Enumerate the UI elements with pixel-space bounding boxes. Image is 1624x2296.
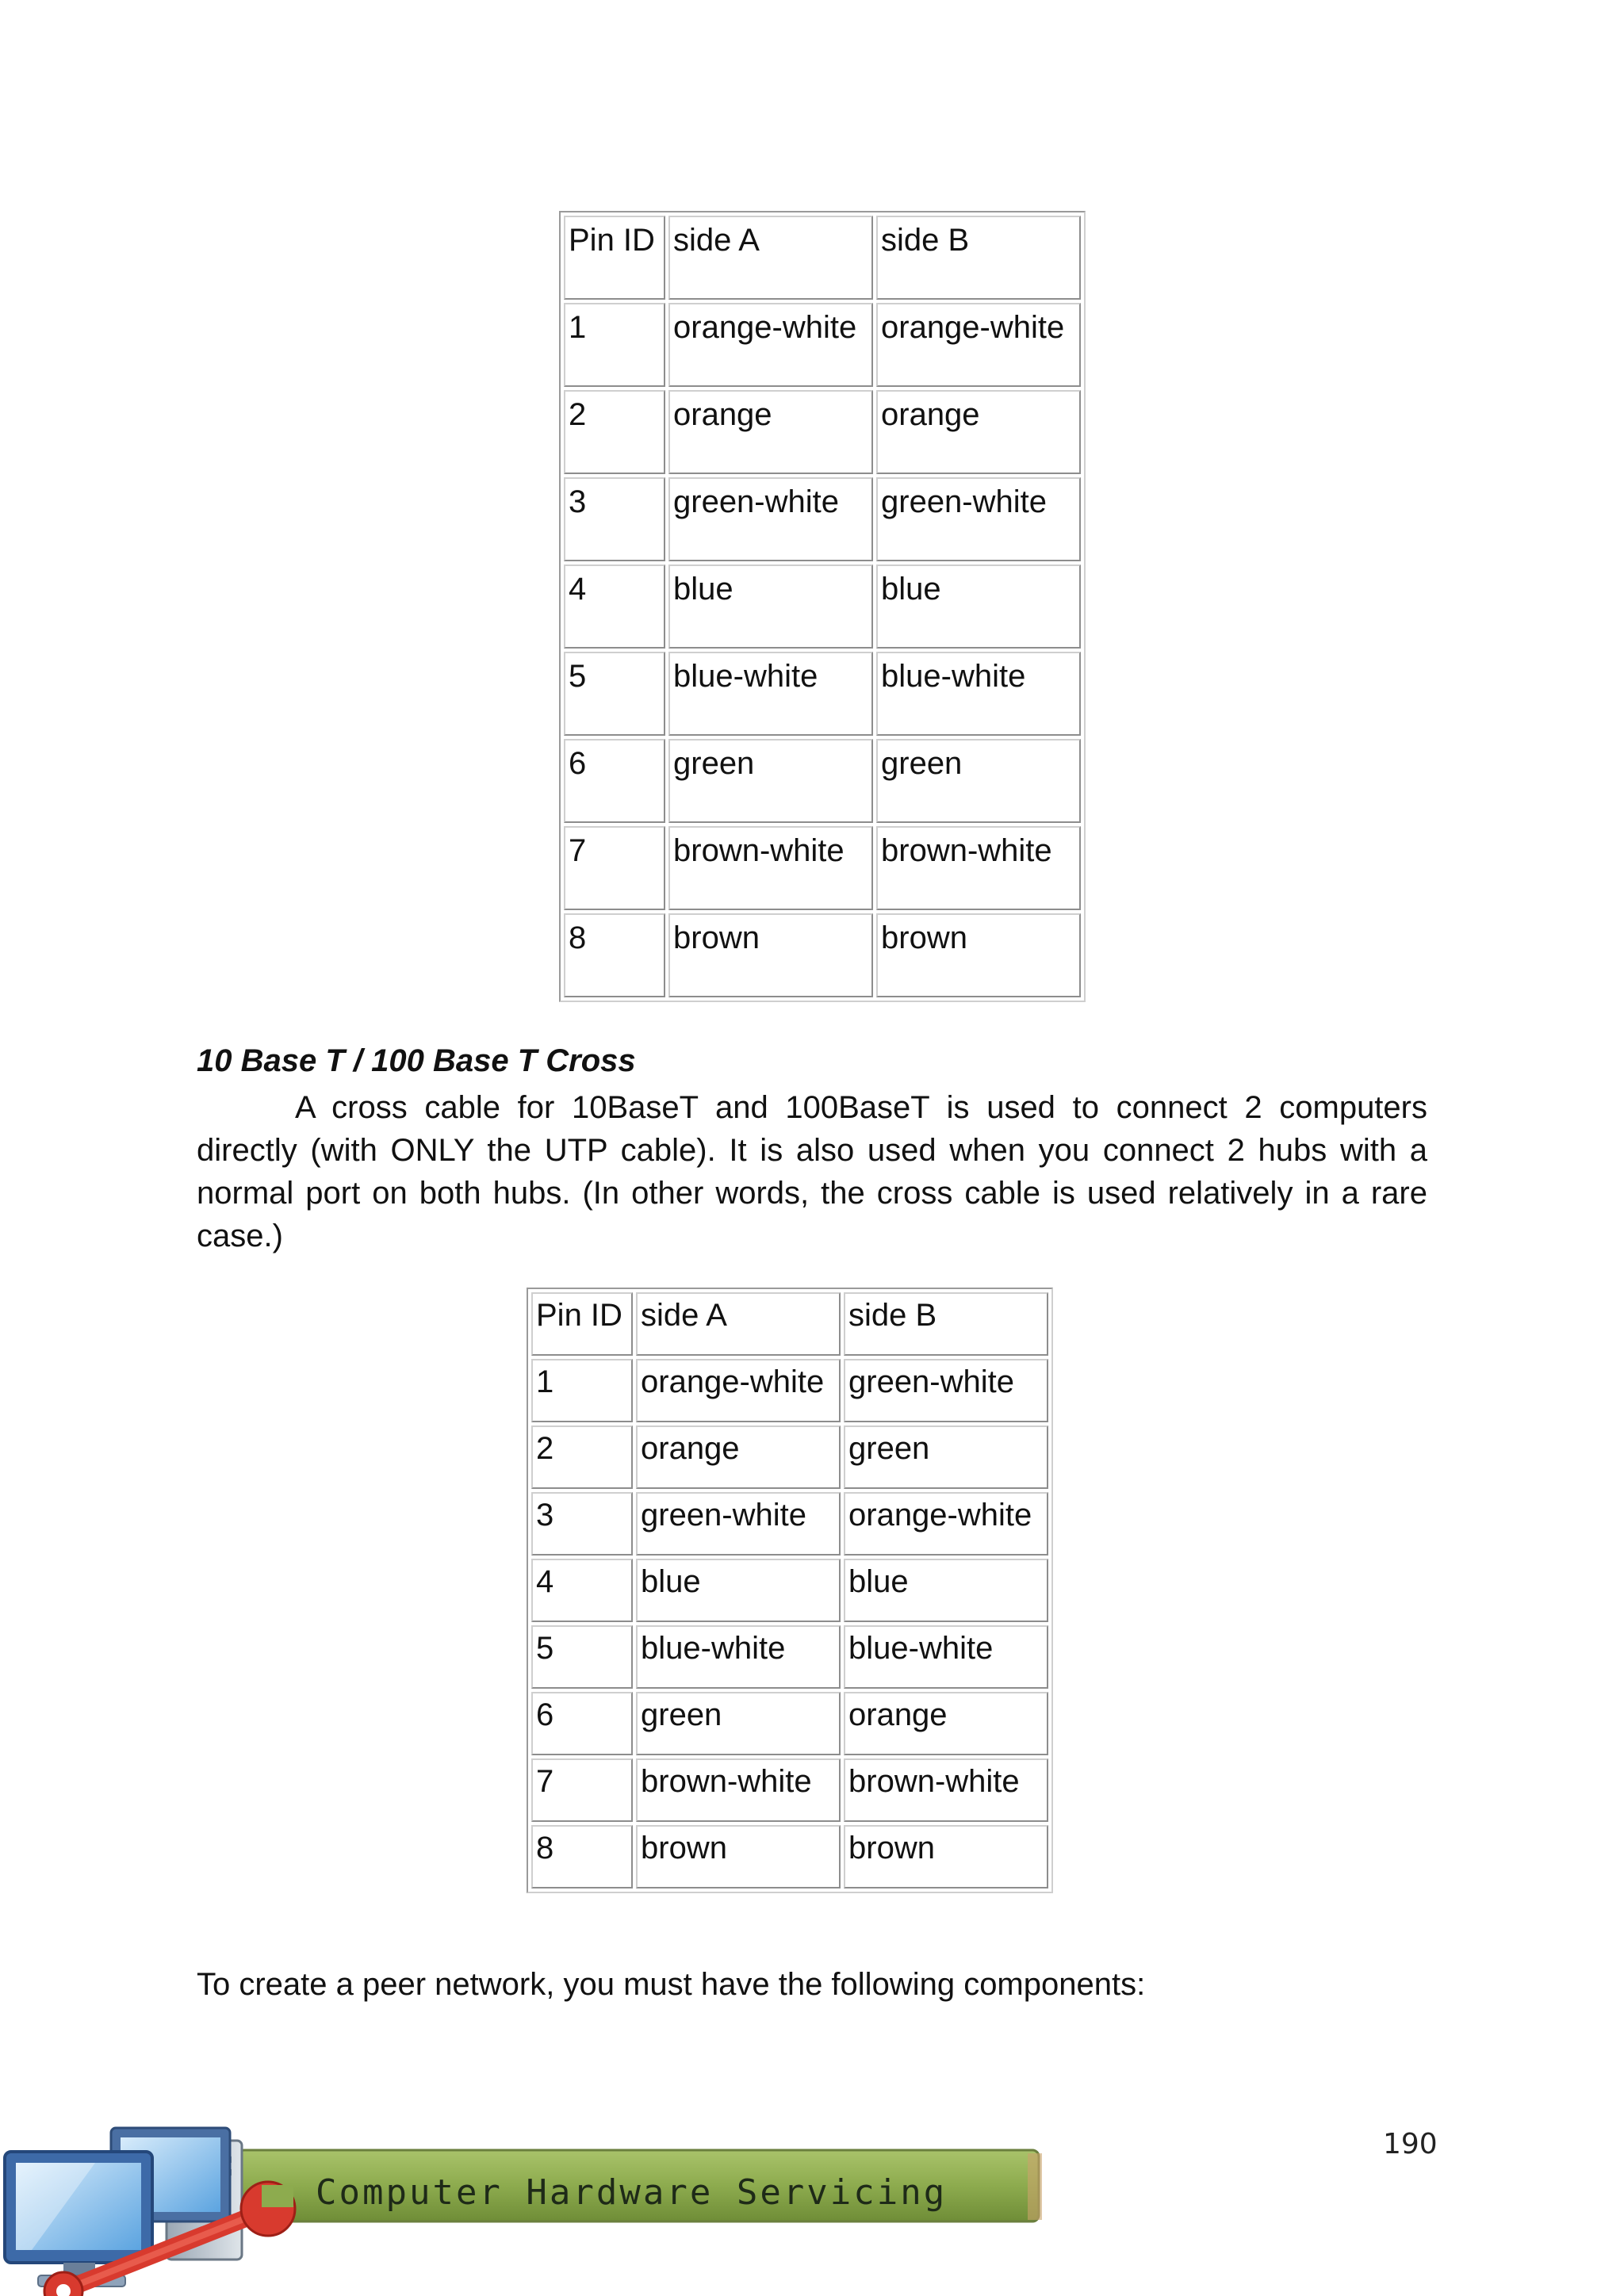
- pin-id-cell: 3: [531, 1492, 633, 1556]
- table-row: [531, 1692, 1048, 1755]
- table-row: [564, 739, 1081, 823]
- side-b-cell: orange-white: [844, 1492, 1048, 1556]
- side-a-cell: blue: [636, 1559, 841, 1622]
- side-b-cell: brown: [876, 913, 1081, 997]
- table-header-row: [564, 216, 1081, 300]
- crossover-pinout-table: [527, 1288, 1053, 1893]
- header-cell-pin-id: Pin ID: [531, 1292, 633, 1356]
- pin-id-cell: 4: [564, 564, 665, 649]
- side-b-cell: green-white: [844, 1359, 1048, 1422]
- pin-id-cell: 3: [564, 477, 665, 561]
- side-a-cell: brown: [668, 913, 873, 997]
- header-cell-pin-id: Pin ID: [564, 216, 665, 300]
- pin-id-cell: 8: [564, 913, 665, 997]
- table-row: [531, 1825, 1048, 1888]
- side-a-cell: orange-white: [636, 1359, 841, 1422]
- pin-id-cell: 6: [564, 739, 665, 823]
- table2-body: [531, 1292, 1048, 1888]
- side-b-cell: orange: [876, 390, 1081, 474]
- side-a-cell: orange: [668, 390, 873, 474]
- side-b-cell: blue: [844, 1559, 1048, 1622]
- side-b-cell: blue-white: [844, 1625, 1048, 1689]
- pin-id-cell: 2: [564, 390, 665, 474]
- side-b-cell: orange-white: [876, 303, 1081, 387]
- side-a-cell: orange: [636, 1425, 841, 1489]
- header-cell-side-a: side A: [636, 1292, 841, 1356]
- page-number: 190: [1383, 2128, 1438, 2160]
- table-row: [531, 1359, 1048, 1422]
- side-a-cell: green-white: [668, 477, 873, 561]
- pin-id-cell: 4: [531, 1559, 633, 1622]
- side-a-cell: green: [668, 739, 873, 823]
- pin-id-cell: 1: [531, 1359, 633, 1422]
- table-row: [564, 564, 1081, 649]
- table-header-row: [531, 1292, 1048, 1356]
- pin-id-cell: 5: [564, 652, 665, 736]
- pin-id-cell: 5: [531, 1625, 633, 1689]
- straight-through-pinout-table: [559, 211, 1086, 1002]
- side-a-cell: brown-white: [668, 826, 873, 910]
- side-b-cell: brown-white: [844, 1758, 1048, 1822]
- side-a-cell: blue-white: [668, 652, 873, 736]
- peer-network-text: To create a peer network, you must have the following components:: [197, 1967, 1146, 2002]
- side-a-cell: blue: [668, 564, 873, 649]
- pin-id-cell: 6: [531, 1692, 633, 1755]
- cross-cable-paragraph: A cross cable for 10BaseT and 100BaseT is used to connect 2 computers directly (with ONLY the UTP cable). It is also used when you connect 2 hubs with a normal port on both hubs. (In other words, the cross cable is used relatively in a rare case.): [197, 1090, 1427, 1253]
- table-row: [531, 1625, 1048, 1689]
- side-b-cell: green: [844, 1425, 1048, 1489]
- pin-id-cell: 7: [564, 826, 665, 910]
- side-b-cell: brown: [844, 1825, 1048, 1888]
- side-a-cell: green: [636, 1692, 841, 1755]
- table1-body: [564, 216, 1081, 997]
- table-row: [564, 303, 1081, 387]
- header-cell-side-b: side B: [876, 216, 1081, 300]
- side-a-cell: orange-white: [668, 303, 873, 387]
- side-a-cell: brown-white: [636, 1758, 841, 1822]
- table-row: [564, 477, 1081, 561]
- side-b-cell: green-white: [876, 477, 1081, 561]
- side-b-cell: green: [876, 739, 1081, 823]
- pin-id-cell: 2: [531, 1425, 633, 1489]
- table-row: [564, 390, 1081, 474]
- table-row: [564, 913, 1081, 997]
- table-row: [531, 1758, 1048, 1822]
- pin-id-cell: 1: [564, 303, 665, 387]
- side-b-cell: blue-white: [876, 652, 1081, 736]
- side-a-cell: green-white: [636, 1492, 841, 1556]
- table-row: [531, 1559, 1048, 1622]
- pin-id-cell: 8: [531, 1825, 633, 1888]
- table-row: [564, 826, 1081, 910]
- side-a-cell: brown: [636, 1825, 841, 1888]
- side-a-cell: blue-white: [636, 1625, 841, 1689]
- side-b-cell: blue: [876, 564, 1081, 649]
- side-b-cell: brown-white: [876, 826, 1081, 910]
- side-b-cell: orange: [844, 1692, 1048, 1755]
- table-row: [531, 1425, 1048, 1489]
- table-row: [531, 1492, 1048, 1556]
- section-heading: 10 Base T / 100 Base T Cross: [197, 1043, 636, 1078]
- header-cell-side-a: side A: [668, 216, 873, 300]
- table-row: [564, 652, 1081, 736]
- footer-title: Computer Hardware Servicing: [316, 2172, 948, 2213]
- header-cell-side-b: side B: [844, 1292, 1048, 1356]
- pin-id-cell: 7: [531, 1758, 633, 1822]
